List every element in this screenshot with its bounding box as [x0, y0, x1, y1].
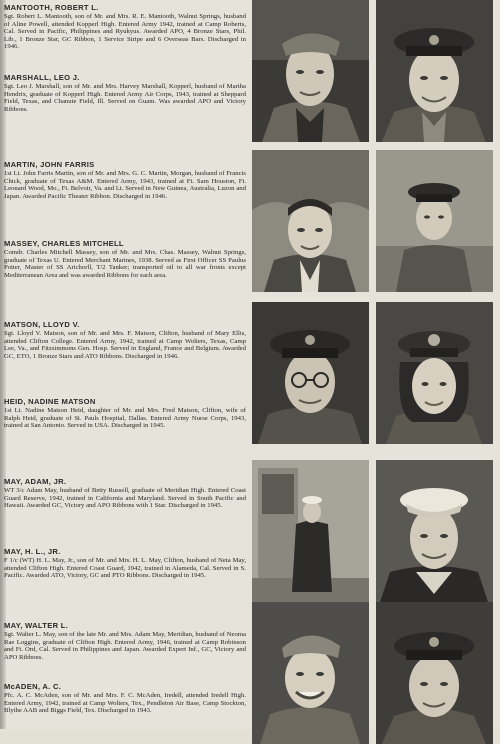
entry-marshall — [4, 73, 246, 113]
entry-name: MAY, WALTER L. — [4, 621, 69, 630]
entry-name: MARSHALL, LEO J. — [4, 73, 80, 82]
entry-massey — [4, 239, 246, 279]
entry-matson — [4, 320, 246, 360]
entry-name: MARTIN, JOHN FARRIS — [4, 160, 95, 169]
entry-martin — [4, 160, 246, 200]
entry-bio: Sgt. Leo J. Marshall, son of Mr. and Mrs. Harvey Marshall, Kopperl, husband of Martha Hendrix, graduate of Kopperl High. Entered Army Air Corps, 1943, trained at Sheppard Field, Texas, and Chanute Field, Ill. Served on Guam. Was awarded APO and Victory Ribbons. — [4, 83, 246, 113]
photo-may-adam — [252, 460, 369, 602]
photo-marshall — [376, 0, 493, 142]
entry-name: MATSON, LLOYD V. — [4, 320, 80, 329]
entry-name: MANTOOTH, ROBERT L. — [4, 3, 99, 12]
sailor-standing-building-icon — [252, 460, 369, 602]
photo-matson — [252, 302, 369, 444]
soldier-portrait-smiling-icon — [252, 602, 369, 744]
entry-mantooth — [4, 3, 246, 51]
entry-bio: Sgt. Lloyd V. Matson, son of Mr. and Mrs. F. Matson, Clifton, husband of Mary Ellis, attended Clifton College. Entered Army, 1942, trained at Camp Wolters, Texas, Camp Lee, Va., and Fitzsimmons Gen. Hosp. Served in England, France and Belgium. Awarded GC, ETO, 1 Bronze Stars and ATO Ribbons. Discharged in 1946. — [4, 330, 246, 360]
entry-bio: 1st Lt. John Farris Martin, son of Mr. and Mrs. G. C. Martin, Morgan, husband of Francis Chick, graduate of Texas A&M. Entered Army, 1943, trained at Ft. Sam Houston, Ft. Leonard Wood, Mo., Ft. Belvoir, Va. and Lt. Served in New Guinea, Australia, Luzon and Japan. Awarded Pacific Theater Ribbon. Discharged in 1946. — [4, 170, 246, 200]
entry-bio: F 1/c (WT) H. L. May, Jr., son of Mr. and Mrs. H. L. May, Clifton, husband of Neta May, attended Clifton High. Entered Coast Guard, 1942, trained in Alameda, Cal. Served in S. Pacific. Awarded ATO, Victory, GC and PTO Ribbons. Discharged in 1945. — [4, 557, 246, 580]
entry-name: MAY, ADAM, JR. — [4, 477, 67, 486]
entry-may-walter — [4, 621, 246, 661]
entry-name: MASSEY, CHARLES MITCHELL — [4, 239, 124, 248]
photo-heid — [376, 302, 493, 444]
entry-mcaden — [4, 682, 246, 715]
soldier-portrait-glasses-icon — [252, 302, 369, 444]
soldier-portrait-service-cap-icon — [376, 0, 493, 142]
photo-may-walter — [252, 602, 369, 744]
entry-heid — [4, 397, 246, 430]
portrait-outdoors-suit-icon — [252, 150, 369, 292]
entry-may-adam — [4, 477, 246, 510]
photo-may-hl — [376, 460, 493, 602]
photo-mantooth — [252, 0, 369, 142]
photo-massey — [376, 150, 493, 292]
entry-name: McADEN, A. C. — [4, 682, 62, 691]
soldier-portrait-overseas-cap-icon — [252, 0, 369, 142]
entry-bio: Pfc. A. C. McAden, son of Mr. and Mrs. F. C. McAden, Iredell, attended Iredell High. Entered Army, 1942, trained at Camp Wolters, Tex., Pendleton Air Base, Camp Stockton, Blythe AAB and Biggs Field, Tex. Discharged in 1943. — [4, 692, 246, 715]
entry-bio: 1st Lt. Nadine Matson Heid, daughter of Mr. and Mrs. Fred Matson, Clifton, wife of Ralph Heid, graduate of St. Pauls Hospital, Dallas. Entered Army Nurse Corps, 1943, trained at San Antonio. Served in USA. Discharged in 1945. — [4, 407, 246, 430]
entry-bio: Comdr. Charles Mitchell Massey, son of Mr. and Mrs. Chas. Massey, Walnut Springs, graduate of Texas U. Entered Merchant Marines, 1938. Served as First Officer SS Paulus Potter, Master of SS Arichorll, T/2 Tanker; transported oil to all war fronts except Mediterranean Area and was awarded Ribbons for each area. — [4, 249, 246, 279]
sailor-portrait-white-cap-icon — [376, 460, 493, 602]
officer-portrait-outdoors-icon — [376, 150, 493, 292]
soldier-portrait-service-cap-icon — [376, 602, 493, 744]
entry-bio: WT 3/c Adam May, husband of Betty Russell, graduate of Meridian High. Entered Coast Guard Reserve, 1942, trained in California and Maryland. Served in South Pacific and Hawaii. Awarded GC, Victory and APO Ribbons with 1 Star. Discharged in 1945. — [4, 487, 246, 510]
entry-name: HEID, NADINE MATSON — [4, 397, 96, 406]
entry-may-hl — [4, 547, 246, 580]
nurse-portrait-cap-icon — [376, 302, 493, 444]
entry-name: MAY, H. L., JR. — [4, 547, 61, 556]
entry-bio: Sgt. Robert L. Mantooth, son of Mr. and Mrs. R. E. Mantooth, Walnut Springs, husband of Aline Powell, attended Kopperl High. Entered Army 1942, trained at Camp Roberts, Cal. Served in Pacific, Philippines and Ryukyus. Awarded APO, 4 Bronze Stars, Phil. Lib., 1 Bronze Star, GC Ribbon, 1 Service Stripe and 6 Overseas Bars. Discharged in 1946. — [4, 13, 246, 51]
photo-martin — [252, 150, 369, 292]
entry-bio: Sgt. Walter L. May, son of the late Mr. and Mrs. Adam May, Meridian, husband of Neoma Rae Loggins, graduate of Clifton High. Entered Army, 1946, trained at Camp Robinson and Ft. Ord, Cal. Served in Philippines and Japan. Awarded Expert Inf., GC, Victory and APO Ribbons. — [4, 631, 246, 661]
photo-mcaden — [376, 602, 493, 744]
